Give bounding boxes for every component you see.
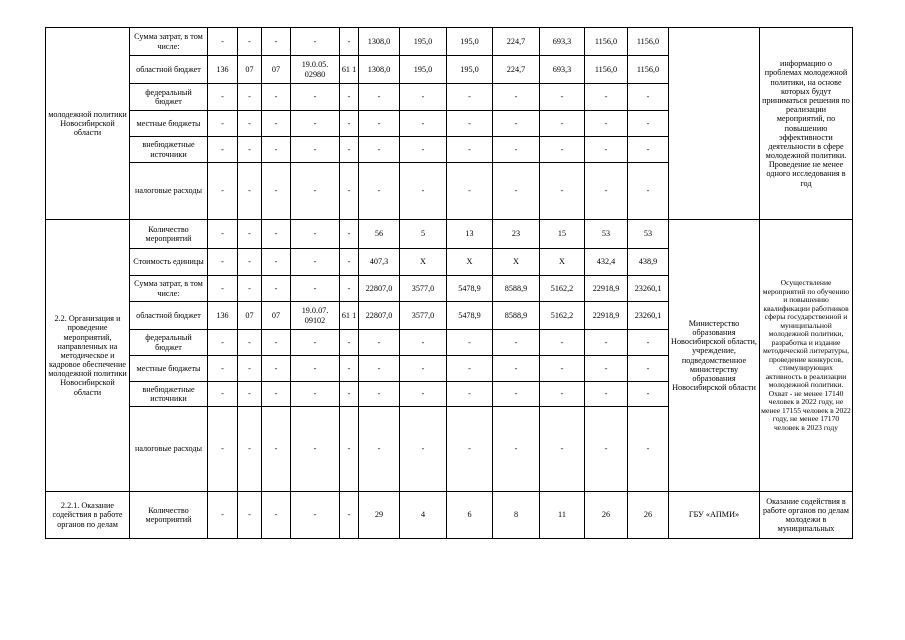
- value-cell: 224,7: [493, 28, 540, 56]
- value-cell: 1156,0: [628, 28, 669, 56]
- value-cell: 53: [585, 220, 628, 249]
- value-cell: 8588,9: [493, 276, 540, 302]
- value-cell: -: [447, 111, 493, 137]
- value-cell: -: [628, 111, 669, 137]
- rz-cell: -: [238, 111, 262, 137]
- value-cell: -: [540, 84, 585, 111]
- value-cell: -: [359, 356, 400, 382]
- expense-type-cell: местные бюджеты: [130, 356, 208, 382]
- rz-cell: -: [238, 249, 262, 276]
- value-cell: -: [628, 163, 669, 220]
- value-cell: -: [447, 356, 493, 382]
- pr-cell: -: [262, 163, 291, 220]
- value-cell: -: [493, 111, 540, 137]
- value-cell: 432,4: [585, 249, 628, 276]
- value-cell: 23: [493, 220, 540, 249]
- value-cell: -: [359, 382, 400, 407]
- csr-cell: -: [291, 330, 340, 356]
- vr-cell: -: [340, 137, 359, 163]
- rz-cell: -: [238, 84, 262, 111]
- value-cell: -: [359, 137, 400, 163]
- grbs-cell: -: [208, 382, 238, 407]
- pr-cell: 07: [262, 302, 291, 330]
- value-cell: 195,0: [447, 28, 493, 56]
- value-cell: -: [359, 163, 400, 220]
- grbs-cell: -: [208, 111, 238, 137]
- executor-cell: [669, 28, 760, 220]
- pr-cell: -: [262, 111, 291, 137]
- value-cell: -: [585, 163, 628, 220]
- csr-cell: -: [291, 84, 340, 111]
- value-cell: -: [628, 137, 669, 163]
- vr-cell: -: [340, 220, 359, 249]
- executor-cell: Министерство образования Новосибирской области, учреждение, подведомственное министерству образования Новосибирской области: [669, 220, 760, 492]
- vr-cell: 61 1: [340, 302, 359, 330]
- expense-type-cell: Количество мероприятий: [130, 492, 208, 539]
- value-cell: 11: [540, 492, 585, 539]
- value-cell: 53: [628, 220, 669, 249]
- expense-type-cell: налоговые расходы: [130, 407, 208, 492]
- rz-cell: 07: [238, 56, 262, 84]
- expense-type-cell: Количество мероприятий: [130, 220, 208, 249]
- value-cell: -: [540, 407, 585, 492]
- value-cell: -: [400, 163, 447, 220]
- value-cell: -: [540, 137, 585, 163]
- csr-cell: 19.0.07. 09102: [291, 302, 340, 330]
- value-cell: -: [359, 407, 400, 492]
- value-cell: -: [400, 84, 447, 111]
- value-cell: 56: [359, 220, 400, 249]
- csr-cell: -: [291, 276, 340, 302]
- grbs-cell: -: [208, 220, 238, 249]
- grbs-cell: 136: [208, 56, 238, 84]
- pr-cell: -: [262, 330, 291, 356]
- expense-type-cell: внебюджетные источники: [130, 382, 208, 407]
- expense-type-cell: Стоимость единицы: [130, 249, 208, 276]
- value-cell: X: [540, 249, 585, 276]
- csr-cell: -: [291, 492, 340, 539]
- pr-cell: 07: [262, 56, 291, 84]
- grbs-cell: -: [208, 330, 238, 356]
- rz-cell: -: [238, 382, 262, 407]
- rz-cell: -: [238, 220, 262, 249]
- value-cell: -: [359, 330, 400, 356]
- value-cell: 5478,9: [447, 302, 493, 330]
- value-cell: 22918,9: [585, 276, 628, 302]
- value-cell: -: [493, 84, 540, 111]
- value-cell: -: [447, 84, 493, 111]
- activity-name-cell: молодежной политики Новосибирской области: [46, 28, 130, 220]
- value-cell: 195,0: [447, 56, 493, 84]
- value-cell: 195,0: [400, 56, 447, 84]
- value-cell: -: [585, 382, 628, 407]
- value-cell: -: [628, 356, 669, 382]
- value-cell: 15: [540, 220, 585, 249]
- expense-type-cell: федеральный бюджет: [130, 330, 208, 356]
- value-cell: -: [447, 382, 493, 407]
- value-cell: -: [447, 330, 493, 356]
- csr-cell: -: [291, 356, 340, 382]
- grbs-cell: -: [208, 492, 238, 539]
- expense-type-cell: местные бюджеты: [130, 111, 208, 137]
- value-cell: X: [493, 249, 540, 276]
- expense-type-cell: налоговые расходы: [130, 163, 208, 220]
- rz-cell: -: [238, 356, 262, 382]
- vr-cell: -: [340, 249, 359, 276]
- value-cell: -: [493, 330, 540, 356]
- value-cell: 13: [447, 220, 493, 249]
- vr-cell: 61 1: [340, 56, 359, 84]
- value-cell: 22918,9: [585, 302, 628, 330]
- table-row: [46, 28, 853, 56]
- value-cell: -: [447, 407, 493, 492]
- value-cell: 22807,0: [359, 276, 400, 302]
- value-cell: 693,3: [540, 28, 585, 56]
- value-cell: 8588,9: [493, 302, 540, 330]
- vr-cell: -: [340, 28, 359, 56]
- value-cell: -: [400, 407, 447, 492]
- vr-cell: -: [340, 163, 359, 220]
- grbs-cell: 136: [208, 302, 238, 330]
- activity-name-cell: 2.2. Организация и проведение мероприятий, направленных на методическое и кадровое обеспечение молодежной политики Новосибирской области: [46, 220, 130, 492]
- vr-cell: -: [340, 111, 359, 137]
- rz-cell: 07: [238, 302, 262, 330]
- rz-cell: -: [238, 492, 262, 539]
- value-cell: 1156,0: [585, 56, 628, 84]
- csr-cell: -: [291, 137, 340, 163]
- expense-type-cell: внебюджетные источники: [130, 137, 208, 163]
- csr-cell: -: [291, 111, 340, 137]
- csr-cell: -: [291, 407, 340, 492]
- rz-cell: -: [238, 407, 262, 492]
- vr-cell: -: [340, 382, 359, 407]
- value-cell: -: [359, 111, 400, 137]
- pr-cell: -: [262, 407, 291, 492]
- value-cell: -: [540, 111, 585, 137]
- value-cell: 5162,2: [540, 276, 585, 302]
- pr-cell: -: [262, 276, 291, 302]
- expense-type-cell: Сумма затрат, в том числе:: [130, 28, 208, 56]
- value-cell: 23260,1: [628, 276, 669, 302]
- value-cell: 1308,0: [359, 28, 400, 56]
- value-cell: 3577,0: [400, 302, 447, 330]
- vr-cell: -: [340, 276, 359, 302]
- rz-cell: -: [238, 28, 262, 56]
- value-cell: -: [447, 137, 493, 163]
- value-cell: -: [540, 163, 585, 220]
- value-cell: -: [493, 356, 540, 382]
- value-cell: 693,3: [540, 56, 585, 84]
- grbs-cell: -: [208, 84, 238, 111]
- vr-cell: -: [340, 84, 359, 111]
- value-cell: 6: [447, 492, 493, 539]
- value-cell: -: [585, 356, 628, 382]
- vr-cell: -: [340, 330, 359, 356]
- value-cell: -: [359, 84, 400, 111]
- rz-cell: -: [238, 137, 262, 163]
- expense-type-cell: областной бюджет: [130, 56, 208, 84]
- pr-cell: -: [262, 137, 291, 163]
- grbs-cell: -: [208, 356, 238, 382]
- value-cell: -: [585, 407, 628, 492]
- expected-result-cell: Оказание содействия в работе органов по делам молодежи в муниципальных: [760, 492, 853, 539]
- value-cell: -: [585, 111, 628, 137]
- pr-cell: -: [262, 492, 291, 539]
- value-cell: 407,3: [359, 249, 400, 276]
- value-cell: -: [585, 84, 628, 111]
- table-row: [46, 220, 853, 249]
- executor-cell: ГБУ «АПМИ»: [669, 492, 760, 539]
- vr-cell: -: [340, 407, 359, 492]
- pr-cell: -: [262, 249, 291, 276]
- value-cell: 26: [628, 492, 669, 539]
- value-cell: 23260,1: [628, 302, 669, 330]
- value-cell: 1308,0: [359, 56, 400, 84]
- grbs-cell: -: [208, 249, 238, 276]
- value-cell: -: [400, 137, 447, 163]
- value-cell: -: [585, 137, 628, 163]
- value-cell: -: [493, 382, 540, 407]
- pr-cell: -: [262, 356, 291, 382]
- value-cell: -: [493, 137, 540, 163]
- program-activities-table: [45, 27, 853, 539]
- value-cell: -: [400, 356, 447, 382]
- expected-result-cell: информацию о проблемах молодежной политики, на основе которых будут приниматься решения по реализации мероприятий, по повышению эффективности деятельности в сфере молодежной политики. Проведение не менее одного исследования в год: [760, 28, 853, 220]
- value-cell: 29: [359, 492, 400, 539]
- grbs-cell: -: [208, 137, 238, 163]
- pr-cell: -: [262, 84, 291, 111]
- rz-cell: -: [238, 276, 262, 302]
- expense-type-cell: областной бюджет: [130, 302, 208, 330]
- vr-cell: -: [340, 356, 359, 382]
- value-cell: 438,9: [628, 249, 669, 276]
- value-cell: -: [493, 407, 540, 492]
- grbs-cell: -: [208, 276, 238, 302]
- value-cell: -: [628, 407, 669, 492]
- csr-cell: -: [291, 163, 340, 220]
- value-cell: 26: [585, 492, 628, 539]
- value-cell: 5478,9: [447, 276, 493, 302]
- value-cell: -: [447, 163, 493, 220]
- csr-cell: -: [291, 28, 340, 56]
- grbs-cell: -: [208, 28, 238, 56]
- rz-cell: -: [238, 163, 262, 220]
- activity-name-cell: 2.2.1. Оказание содействия в работе органов по делам: [46, 492, 130, 539]
- value-cell: -: [400, 330, 447, 356]
- pr-cell: -: [262, 220, 291, 249]
- expense-type-cell: федеральный бюджет: [130, 84, 208, 111]
- value-cell: 1156,0: [628, 56, 669, 84]
- expected-result-cell: Осуществление мероприятий по обучению и повышению квалификации работников сферы государственной и муниципальной молодежной политики, разработка и издание методической литературы, проведение конкурсов, стимулирующих активность в реализации молодежной политики. Охват - не менее 17140 человек в 2022 году, не менее 17155 человек в 2022 году, не менее 17170 человек в 2023 году: [760, 220, 853, 492]
- vr-cell: -: [340, 492, 359, 539]
- value-cell: 224,7: [493, 56, 540, 84]
- value-cell: 8: [493, 492, 540, 539]
- value-cell: -: [585, 330, 628, 356]
- pr-cell: -: [262, 28, 291, 56]
- value-cell: -: [628, 84, 669, 111]
- value-cell: 22807,0: [359, 302, 400, 330]
- value-cell: -: [493, 163, 540, 220]
- grbs-cell: -: [208, 163, 238, 220]
- value-cell: -: [628, 382, 669, 407]
- value-cell: -: [400, 111, 447, 137]
- csr-cell: 19.0.05. 02980: [291, 56, 340, 84]
- pr-cell: -: [262, 382, 291, 407]
- value-cell: 3577,0: [400, 276, 447, 302]
- value-cell: -: [400, 382, 447, 407]
- value-cell: X: [447, 249, 493, 276]
- csr-cell: -: [291, 249, 340, 276]
- value-cell: X: [400, 249, 447, 276]
- expense-type-cell: Сумма затрат, в том числе:: [130, 276, 208, 302]
- csr-cell: -: [291, 220, 340, 249]
- value-cell: 195,0: [400, 28, 447, 56]
- value-cell: -: [540, 330, 585, 356]
- table-row: [46, 492, 853, 539]
- value-cell: 5162,2: [540, 302, 585, 330]
- csr-cell: -: [291, 382, 340, 407]
- value-cell: 5: [400, 220, 447, 249]
- value-cell: -: [540, 382, 585, 407]
- value-cell: 1156,0: [585, 28, 628, 56]
- value-cell: -: [540, 356, 585, 382]
- value-cell: -: [628, 330, 669, 356]
- value-cell: 4: [400, 492, 447, 539]
- rz-cell: -: [238, 330, 262, 356]
- grbs-cell: -: [208, 407, 238, 492]
